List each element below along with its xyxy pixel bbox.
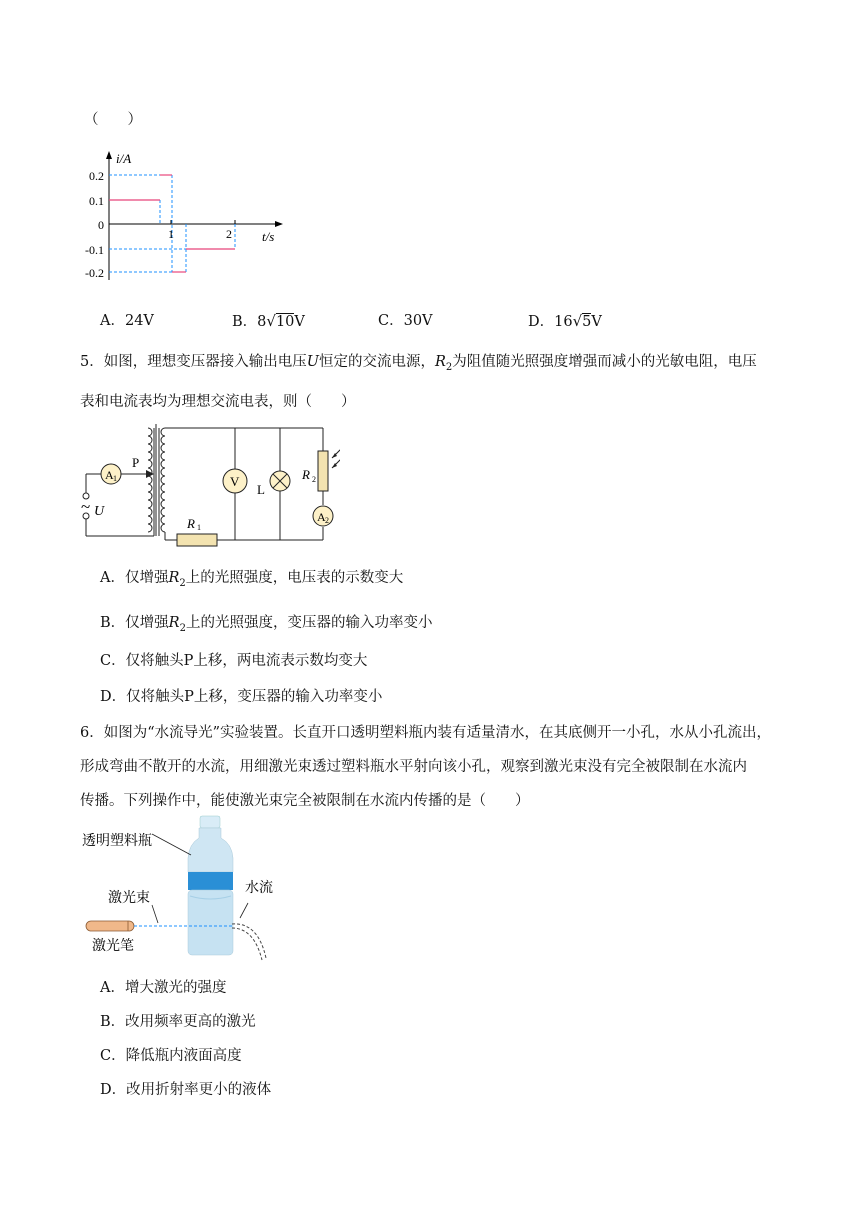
- ytick: 0: [98, 218, 104, 232]
- q4-option-d[interactable]: D．16√5V: [528, 312, 602, 330]
- lamp-label: L: [257, 482, 265, 497]
- bottle-label-band: [188, 872, 233, 890]
- xtick: 1: [168, 227, 174, 241]
- q6-option-a[interactable]: A．增大激光的强度: [100, 980, 227, 996]
- q4-current-graph: [80, 146, 290, 282]
- ytick: -0.1: [85, 243, 104, 257]
- svg-text:V: V: [230, 474, 240, 489]
- water-label: 水流: [245, 881, 273, 896]
- q5-stem-line2: 表和电流表均为理想交流电表，则（ ）: [80, 394, 356, 410]
- q5-option-a[interactable]: A．仅增强$R_2$上的光照强度，电压表的示数变大: [100, 570, 404, 589]
- svg-text:2: 2: [325, 516, 329, 525]
- q4-option-b[interactable]: B．8√10V: [232, 312, 305, 330]
- x-axis-arrow: [275, 221, 283, 227]
- svg-text:2: 2: [312, 475, 316, 484]
- q6-stem-line2: 形成弯曲不散开的水流，用细激光束透过塑料瓶水平射向该小孔，观察到激光束没有完全被限制在水流内: [80, 759, 747, 775]
- bottle-neck: [188, 828, 233, 872]
- resistor-r1: [177, 534, 217, 546]
- q5-option-c[interactable]: C．仅将触头P上移，两电流表示数均变大: [100, 653, 368, 669]
- bottle-label: 透明塑料瓶: [82, 834, 152, 849]
- q5-circuit-diagram: [80, 424, 340, 548]
- water-stream: [232, 924, 266, 958]
- xtick: 2: [226, 227, 232, 241]
- beam-label: 激光束: [108, 891, 150, 906]
- graph-xlabel: t/s: [262, 229, 275, 244]
- q4-option-c[interactable]: C．30V: [378, 313, 433, 329]
- ytick: -0.2: [85, 266, 104, 280]
- q6-option-c[interactable]: C．降低瓶内液面高度: [100, 1048, 242, 1064]
- photoresistor-r2: [318, 451, 328, 491]
- q5-option-b[interactable]: B．仅增强$R_2$上的光照强度，变压器的输入功率变小: [100, 615, 433, 634]
- svg-text:R: R: [187, 516, 195, 531]
- source-label: U: [94, 504, 105, 519]
- ytick: 0.2: [89, 169, 104, 183]
- svg-text:A: A: [317, 510, 326, 524]
- q6-stem-line3: 传播。下列操作中，能使激光束完全被限制在水流内传播的是（ ）: [80, 793, 530, 809]
- q6-stem-line1: 6．如图为“水流导光”实验装置。长直开口透明塑料瓶内装有适量清水，在其底侧开一小孔，水从小孔流出，: [80, 725, 772, 741]
- ytick: 0.1: [89, 194, 104, 208]
- q5-stem-line1: 5．如图，理想变压器接入输出电压U恒定的交流电源，$R_2$为阻值随光照强度增强而减小的光敏电阻，电压: [80, 354, 757, 373]
- q5-option-d[interactable]: D．仅将触头P上移，变压器的输入功率变小: [100, 689, 383, 705]
- svg-text:1: 1: [113, 474, 117, 483]
- graph-ylabel: i/A: [116, 151, 132, 166]
- tap-label: P: [132, 455, 140, 470]
- ac-source-symbol: ~: [81, 497, 91, 516]
- bottle-body: [188, 890, 233, 955]
- laser-pen: [86, 921, 134, 931]
- pen-label: 激光笔: [92, 939, 134, 954]
- q4-option-a[interactable]: A．24V: [100, 313, 154, 329]
- svg-text:R: R: [302, 467, 310, 482]
- q6-option-d[interactable]: D．改用折射率更小的液体: [100, 1082, 272, 1098]
- svg-text:1: 1: [197, 523, 201, 532]
- y-axis-arrow: [106, 151, 112, 159]
- bottle-cap: [200, 816, 220, 828]
- q6-apparatus-diagram: [80, 812, 280, 972]
- q6-option-b[interactable]: B．改用频率更高的激光: [100, 1014, 256, 1030]
- svg-text:A: A: [105, 468, 114, 482]
- q4-answer-bracket: （ ）: [84, 112, 142, 128]
